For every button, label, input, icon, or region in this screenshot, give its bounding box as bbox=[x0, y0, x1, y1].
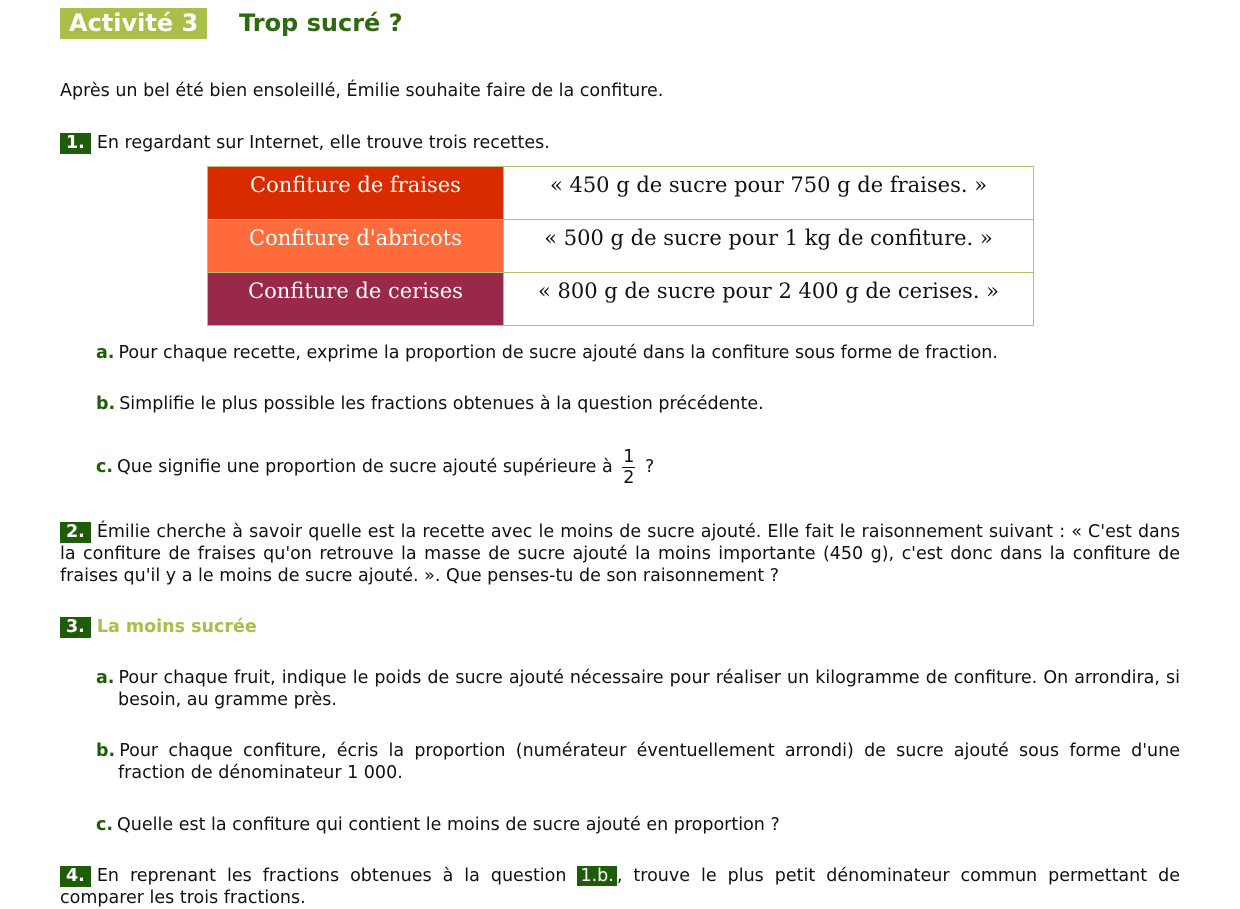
question-text: En reprenant les fractions obtenues à la question bbox=[96, 866, 567, 886]
recipe-quote: « 500 g de sucre pour 1 kg de confiture. » bbox=[504, 220, 1034, 273]
activity-badge: Activité 3 bbox=[60, 8, 207, 39]
sub-label: b. bbox=[96, 394, 116, 414]
question-number: 2. bbox=[60, 522, 91, 543]
question-text: Émilie cherche à savoir quelle est la recette avec le moins de sucre ajouté. Elle fait le raisonnement suivant : « C'est dans la confiture de fraises qu'on retrouve la masse de sucre ajouté la moins importante (450 g), c'est donc dans la confiture de fraises qu'il y a le moins de sucre ajouté. ». Que penses-tu de son raisonnement ? bbox=[60, 522, 1180, 586]
recipe-name: Confiture de fraises bbox=[208, 167, 504, 220]
question-number: 3. bbox=[60, 617, 91, 638]
question-text-after: , trouve le plus petit dénominateur commun permettant de comparer les trois fractions. bbox=[60, 866, 1180, 908]
sub-text: Que signifie une proportion de sucre ajouté supérieure à bbox=[117, 457, 613, 477]
sub-text: Quelle est la confiture qui contient le moins de sucre ajouté en proportion ? bbox=[117, 815, 780, 835]
recipes-table bbox=[207, 166, 1034, 326]
recipe-quote: « 800 g de sucre pour 2 400 g de cerises. » bbox=[504, 273, 1034, 326]
recipe-name: Confiture de cerises bbox=[208, 273, 504, 326]
table-row bbox=[208, 220, 1034, 273]
question-1c bbox=[96, 446, 1180, 488]
sub-text-end: ? bbox=[645, 457, 655, 477]
question-3a bbox=[96, 667, 1180, 711]
sub-label: c. bbox=[96, 457, 114, 477]
fraction-denominator: 2 bbox=[623, 467, 635, 488]
question-number: 1. bbox=[60, 133, 91, 154]
sub-text: Pour chaque fruit, indique le poids de sucre ajouté nécessaire pour réaliser un kilogramme de confiture. On arrondira, si besoin, au gramme près. bbox=[118, 668, 1180, 710]
sub-text: Pour chaque recette, exprime la proportion de sucre ajouté dans la confiture sous forme de fraction. bbox=[118, 343, 998, 363]
section-title: La moins sucrée bbox=[96, 617, 257, 637]
fraction-one-half bbox=[622, 447, 635, 488]
question-4 bbox=[60, 865, 1180, 909]
question-text: En regardant sur Internet, elle trouve trois recettes. bbox=[96, 133, 550, 153]
question-3c bbox=[96, 814, 1180, 836]
sub-text: Simplifie le plus possible les fractions obtenues à la question précédente. bbox=[119, 394, 764, 414]
recipe-name: Confiture d'abricots bbox=[208, 220, 504, 273]
sub-label: c. bbox=[96, 815, 114, 835]
page-title: Trop sucré ? bbox=[239, 9, 403, 37]
question-3b bbox=[96, 740, 1180, 784]
question-2 bbox=[60, 521, 1180, 587]
question-1 bbox=[60, 132, 550, 154]
table-row bbox=[208, 273, 1034, 326]
question-3 bbox=[60, 616, 257, 638]
sub-label: a. bbox=[96, 343, 115, 363]
recipe-quote: « 450 g de sucre pour 750 g de fraises. » bbox=[504, 167, 1034, 220]
question-1b bbox=[96, 393, 1180, 415]
intro-text: Après un bel été bien ensoleillé, Émilie souhaite faire de la confiture. bbox=[60, 81, 664, 101]
question-reference: 1.b. bbox=[577, 866, 616, 886]
question-1a bbox=[96, 342, 1180, 364]
fraction-numerator: 1 bbox=[623, 446, 635, 467]
sub-text: Pour chaque confiture, écris la proportion (numérateur éventuellement arrondi) de sucre ajouté sous forme d'une fraction de dénominateur 1 000. bbox=[118, 741, 1180, 783]
question-number: 4. bbox=[60, 866, 91, 887]
table-row bbox=[208, 167, 1034, 220]
sub-label: b. bbox=[96, 741, 116, 761]
sub-label: a. bbox=[96, 668, 115, 688]
